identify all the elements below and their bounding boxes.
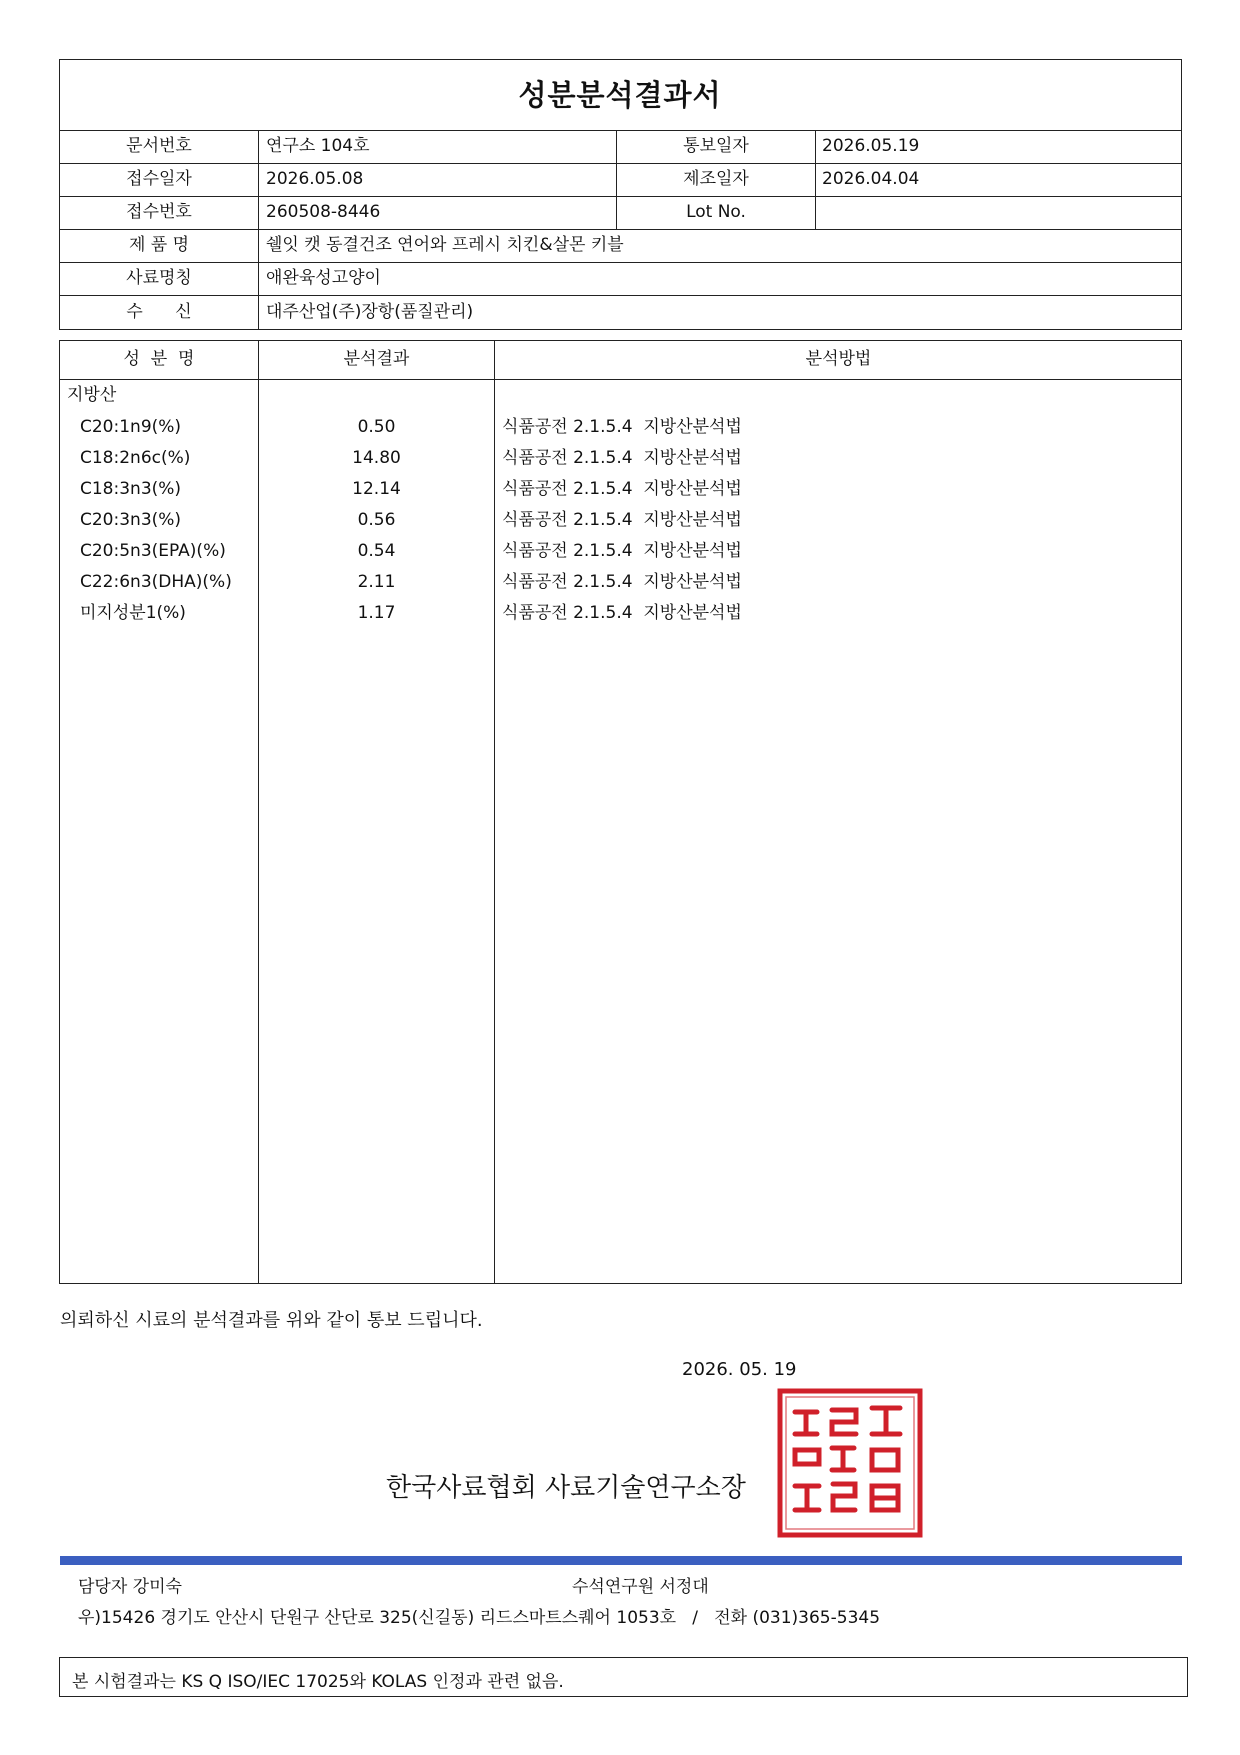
issue-date: 2026. 05. 19 <box>682 1359 797 1380</box>
notice-date-label: 통보일자 <box>683 136 749 156</box>
receipt-no-value: 260508-8446 <box>266 202 381 222</box>
chief-researcher: 수석연구원 서정대 <box>572 1577 709 1597</box>
receipt-no-label: 접수번호 <box>126 202 192 222</box>
recipient-value: 대주산업(주)장항(품질관리) <box>266 302 474 322</box>
document-title: 성분분석결과서 <box>518 78 722 112</box>
results-header-divider <box>59 379 1182 380</box>
result-value: 2.11 <box>357 572 396 592</box>
component-name: C22:6n3(DHA)(%) <box>80 572 232 592</box>
contact-person: 담당자 강미숙 <box>78 1577 182 1597</box>
component-name: C20:5n3(EPA)(%) <box>80 541 226 561</box>
official-seal <box>777 1388 923 1538</box>
info-col-divider <box>258 130 259 330</box>
component-name: C18:2n6c(%) <box>80 448 191 468</box>
component-name: C20:3n3(%) <box>80 510 182 530</box>
component-name: 미지성분1(%) <box>80 603 186 623</box>
group-label: 지방산 <box>67 385 117 405</box>
lot-no-label: Lot No. <box>686 202 746 222</box>
doc-no-value: 연구소 104호 <box>266 136 370 156</box>
header-method: 분석방법 <box>805 349 872 369</box>
disclaimer-text: 본 시험결과는 KS Q ISO/IEC 17025와 KOLAS 인정과 관련 없음. <box>72 1672 564 1692</box>
header-result: 분석결과 <box>343 349 410 369</box>
method-text: 식품공전 2.1.5.4 지방산분석법 <box>502 603 742 623</box>
sample-label: 사료명칭 <box>126 268 192 288</box>
seal-graphic <box>777 1388 923 1538</box>
results-col-divider <box>494 340 495 1284</box>
sample-value: 애완육성고양이 <box>266 268 381 288</box>
info-col-divider <box>815 130 816 229</box>
doc-no-label: 문서번호 <box>126 136 192 156</box>
recipient-label: 수 신 <box>126 302 192 322</box>
notice-date-value: 2026.05.19 <box>822 136 920 156</box>
method-text: 식품공전 2.1.5.4 지방산분석법 <box>502 479 742 499</box>
closing-statement: 의뢰하신 시료의 분석결과를 위와 같이 통보 드립니다. <box>60 1310 483 1331</box>
product-value: 쉘잇 캣 동결건조 연어와 프레시 치킨&살몬 키블 <box>266 235 624 255</box>
component-name: C20:1n9(%) <box>80 417 182 437</box>
method-text: 식품공전 2.1.5.4 지방산분석법 <box>502 510 742 530</box>
mfg-date-value: 2026.04.04 <box>822 169 920 189</box>
result-value: 1.17 <box>357 603 396 623</box>
footer-divider-bar <box>60 1556 1182 1565</box>
result-value: 12.14 <box>352 479 401 499</box>
address-phone: 우)15426 경기도 안산시 단원구 산단로 325(신길동) 리드스마트스퀘어 1053호 / 전화 (031)365-5345 <box>78 1608 881 1628</box>
result-value: 0.54 <box>357 541 396 561</box>
header-component: 성 분 명 <box>123 349 195 369</box>
method-text: 식품공전 2.1.5.4 지방산분석법 <box>502 572 742 592</box>
product-label: 제 품 명 <box>128 235 190 255</box>
result-value: 0.56 <box>357 510 396 530</box>
method-text: 식품공전 2.1.5.4 지방산분석법 <box>502 448 742 468</box>
issuer-name: 한국사료협회 사료기술연구소장 <box>386 1473 746 1503</box>
method-text: 식품공전 2.1.5.4 지방산분석법 <box>502 417 742 437</box>
method-text: 식품공전 2.1.5.4 지방산분석법 <box>502 541 742 561</box>
receipt-date-value: 2026.05.08 <box>266 169 364 189</box>
result-value: 14.80 <box>352 448 401 468</box>
result-value: 0.50 <box>357 417 396 437</box>
component-name: C18:3n3(%) <box>80 479 182 499</box>
mfg-date-label: 제조일자 <box>683 169 749 189</box>
receipt-date-label: 접수일자 <box>126 169 192 189</box>
